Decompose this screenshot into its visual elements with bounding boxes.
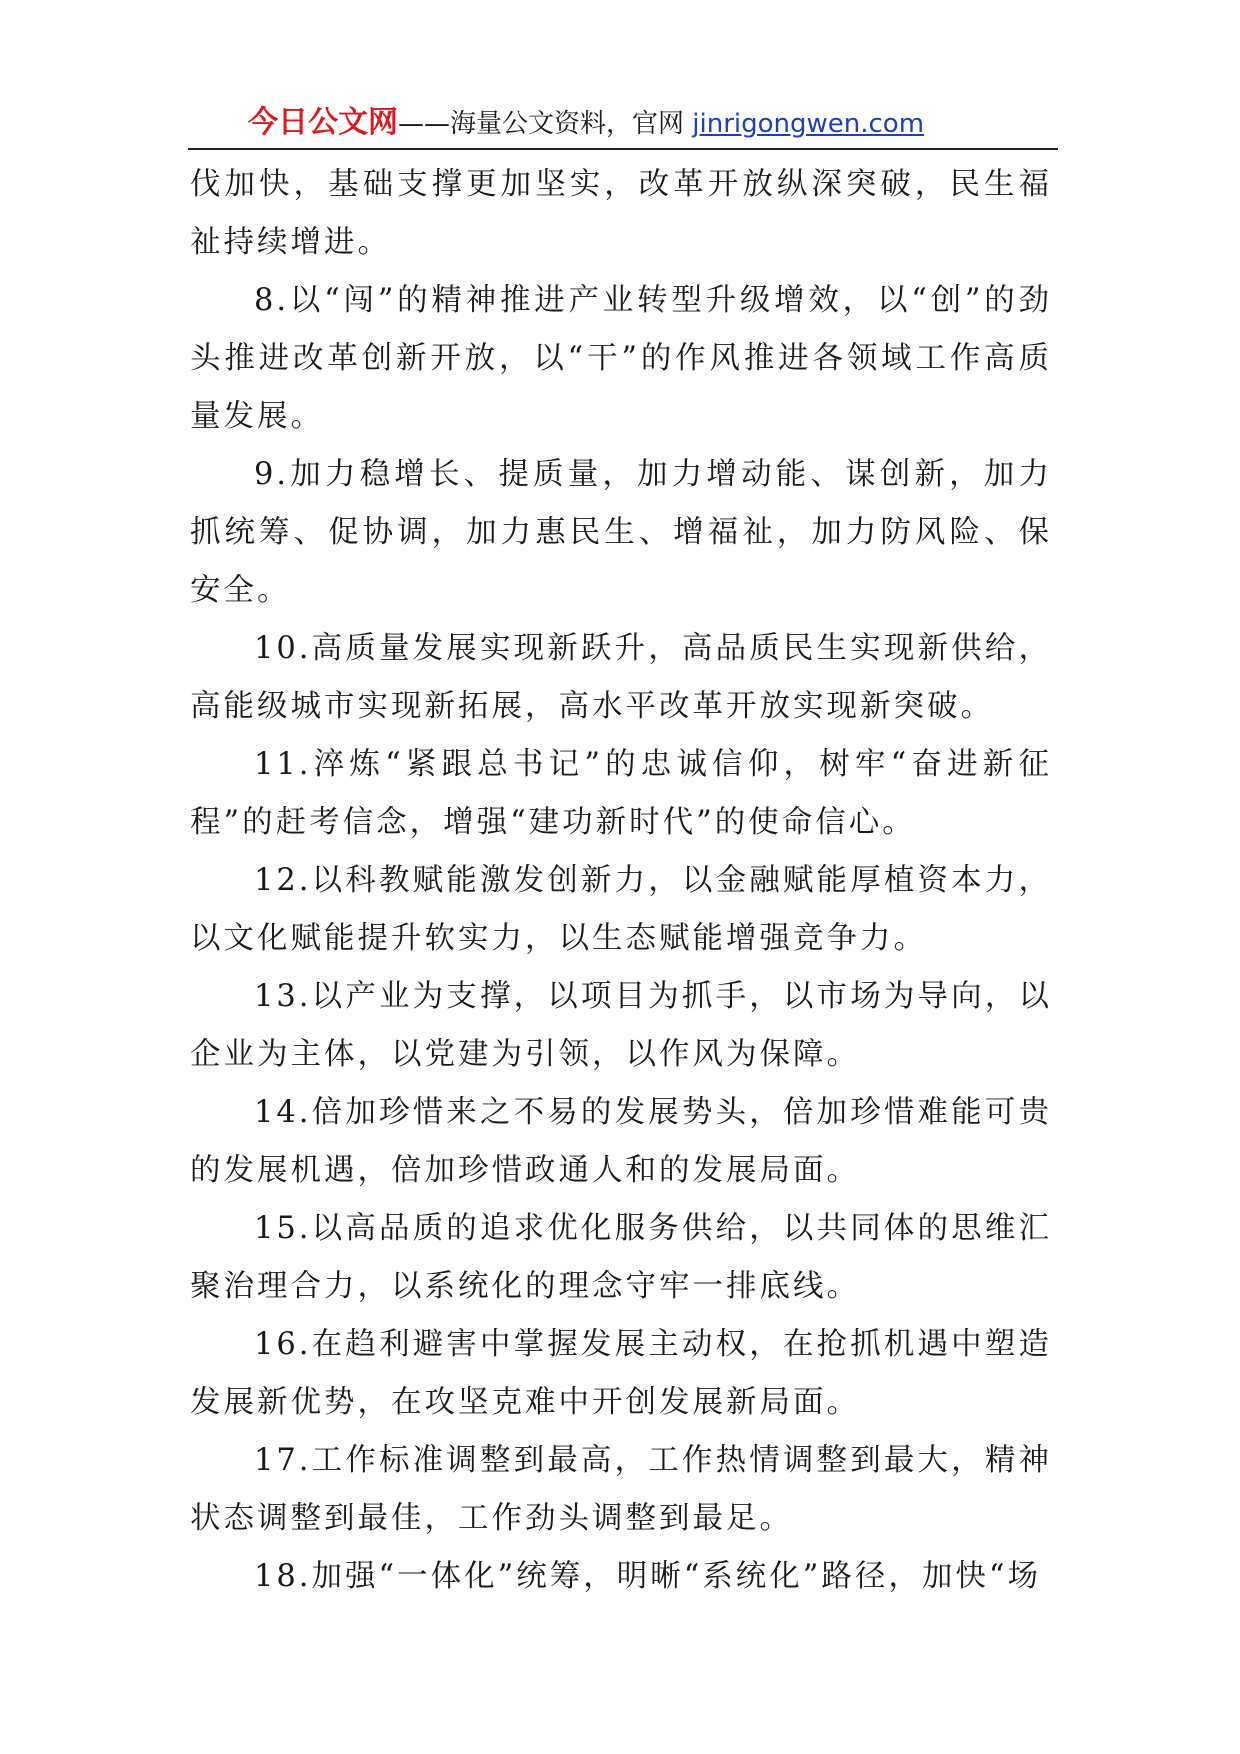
paragraph-item-15: 15.以高品质的追求优化服务供给，以共同体的思维汇聚治理合力，以系统化的理念守牢一排底线。 [190,1211,1052,1304]
paragraph-item-8: 8.以“闯”的精神推进产业转型升级增效，以“创”的劲头推进改革创新开放，以“干”的作风推进各领域工作高质量发展。 [190,283,1052,434]
paragraph-item-18: 18.加强“一体化”统筹，明晰“系统化”路径，加快“场 [254,1559,1041,1594]
site-link[interactable]: jinrigongwen.com [692,109,925,139]
header-separator: —— [398,109,450,139]
document-body [190,156,1052,1606]
paragraph-item-16: 16.在趋利避害中掌握发展主动权，在抢抓机遇中塑造发展新优势，在攻坚克难中开创发展新局面。 [190,1327,1052,1420]
paragraph-item-17: 17.工作标准调整到最高，工作热情调整到最大，精神状态调整到最佳，工作劲头调整到最足。 [190,1443,1052,1536]
header-line [248,106,924,141]
paragraph-item-10: 10.高质量发展实现新跃升，高品质民生实现新供给，高能级城市实现新拓展，高水平改革开放实现新突破。 [190,631,1052,724]
paragraph-item-14: 14.倍加珍惜来之不易的发展势头，倍加珍惜难能可贵的发展机遇，倍加珍惜政通人和的发展局面。 [190,1095,1052,1188]
paragraph-item-9: 9.加力稳增长、提质量，加力增动能、谋创新，加力抓统筹、促协调，加力惠民生、增福祉，加力防风险、保安全。 [190,457,1052,608]
paragraph-item-11: 11.淬炼“紧跟总书记”的忠诚信仰，树牢“奋进新征程”的赶考信念，增强“建功新时代”的使命信心。 [190,747,1052,840]
header-tagline: 海量公文资料，官网 [450,109,693,139]
brand-name: 今日公文网 [248,105,398,140]
page-header [188,104,1058,150]
paragraph-continued: 伐加快，基础支撑更加坚实，改革开放纵深突破，民生福祉持续增进。 [190,167,1052,260]
paragraph-item-13: 13.以产业为支撑，以项目为抓手，以市场为导向，以企业为主体，以党建为引领，以作风为保障。 [190,979,1052,1072]
paragraph-item-12: 12.以科教赋能激发创新力，以金融赋能厚植资本力，以文化赋能提升软实力，以生态赋能增强竞争力。 [190,863,1052,956]
